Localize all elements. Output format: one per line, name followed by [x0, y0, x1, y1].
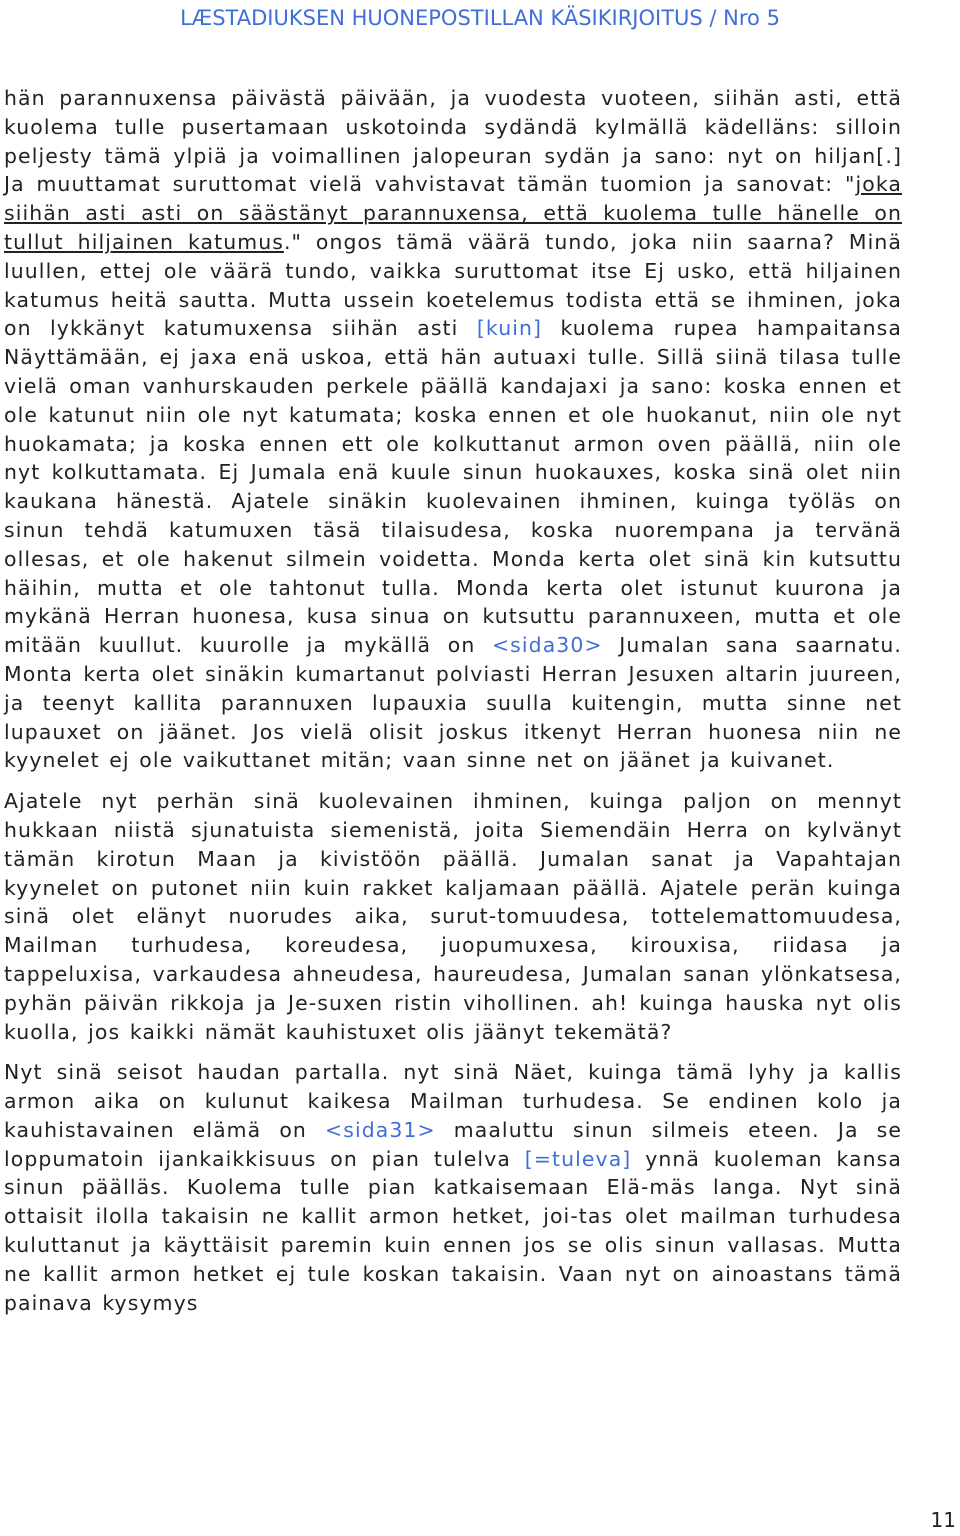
document-header: LÆSTADIUKSEN HUONEPOSTILLAN KÄSIKIRJOITUS / Nro 5: [180, 6, 780, 30]
paragraph-1-text-a: hän parannuxensa päivästä päivään, ja vuodesta vuoteen, siihän asti, että kuolema tulle pusertamaan uskotoinda sydändä kylmällä kädelläns: silloin peljesty tämä ylpiä ja voimallinen jalopeuran sydän ja sano: nyt on hiljan[.] Ja muuttamat suruttomat vielä vahvistavat tämän tuomion ja sanovat: ": [4, 86, 902, 197]
page-marker-sida31: <sida31>: [325, 1117, 436, 1142]
paragraph-2: Ajatele nyt perhän sinä kuolevainen ihminen, kuinga paljon on mennyt hukkaan niistä sjunatuista siemenistä, joita Siemendäin Herra on kylvänyt tämän kirotun Maan ja kivistöön päällä. Jumalan sanat ja Vapahtajan kyynelet on putonet niin kuin rakket kaljamaan päällä. Ajatele perän kuinga sinä olet elänyt nuorudes aika, surut-tomuudesa, tottelemattomuudesa, Mailman turhudesa, koreudesa, juopumuxesa, kirouxisa, riidasa ja tappeluxisa, varkaudesa ahneudesa, haureudesa, Jumalan sanan ylönkatsesa, pyhän päivän rikkoja ja Je-suxen ristin vihollinen. ah! kuinga hauska nyt olis kuolla, jos kaikki nämät kauhistuxet olis jäänyt tekemätä?: [4, 789, 902, 1044]
paragraph-1-text-b: ." ongos tämä väärä tundo, joka niin saarna? Minä luullen, ettej ole väärä tundo, vaikka suruttomat itse Ej usko, että hiljainen katumus heitä sautta. Mutta ussein koetelemus todista että se ihminen, joka on lykkänyt katumuxensa siihän asti: [4, 229, 902, 341]
paragraph-3: [4, 1058, 902, 1317]
document-body: [4, 84, 902, 1317]
editorial-insertion-kuin: [kuin]: [476, 316, 543, 341]
paragraph-1-text-d: Jumalan sana saarnatu. Monta kerta olet sinäkin kumartanut polviasti Herran Jesuxen altarin juureen, ja teenyt kallita parannuxen lupauxia suulla kuitengin, mutta sinne net lupauxet on jäänet. Jos vielä olisit joskus itkenyt Herran huonesa niin ne kyynelet ej ole vaikuttanet mitän; vaan sinne net on jäänet ja kuivanet.: [4, 633, 902, 773]
paragraph-1: [4, 84, 902, 775]
editorial-correction-tuleva: [=tuleva]: [524, 1146, 632, 1171]
underlined-quote: joka siihän asti asti on säästänyt parannuxensa, että kuolema tulle hänelle on tullut hiljainen katumus: [4, 172, 902, 254]
page-number: 11: [930, 1508, 956, 1532]
paragraph-3-text-b: maaluttu sinun silmeis eteen. Ja se loppumatoin ijankaikkisuus on pian tulelva: [4, 1117, 902, 1171]
page-marker-sida30: <sida30>: [492, 633, 603, 658]
paragraph-3-text-a: Nyt sinä seisot haudan partalla. nyt sinä Näet, kuinga tämä lyhy ja kallis armon aika on kulunut kaikesa Mailman turhudesa. Se endinen kolo ja kauhistavainen elämä on: [4, 1060, 902, 1142]
paragraph-1-text-c: kuolema rupea hampaitansa Näyttämään, ej jaxa enä uskoa, että hän autuaxi tulle. Sillä siinä tilasa tulle vielä oman vanhurskauden perkele päällä kandajaxi ja sano: koska ennen et ole katunut niin ole nyt katumata; koska ennen et ole huokanut, niin ole nyt huokamata; ja koska ennen ett ole kolkuttanut armon oven päällä, niin ole nyt kolkuttamata. Ej Jumala enä kuule sinun huokauxes, koska sinä olet niin kaukana hänestä. Ajatele sinäkin kuolevainen ihminen, kuinga työläs on sinun tehdä katumuxen täsä tilaisudesa, koska nuorempana ja tervänä ollesas, et ole hakenut silmein voidetta. Monda kerta olet sinä kin kutsuttu häihin, mutta et ole tahtonut tulla. Monda kerta olet istunut kuurona ja mykänä Herran huonesa, kusa sinua on kutsuttu parannuxeen, mutta et ole mitään kuullut. kuurolle ja mykällä on: [4, 316, 902, 658]
paragraph-3-text-c: ynnä kuoleman kansa sinun päälläs. Kuolema tulle pian katkaisemaan Elä-mäs langa. Nyt sinä ottaisit ilolla takaisin ne kallit armon hetket, joi-tas olet mailman turhudesa kuluttanut ja käyttäisit paremin kuin ennen jos se olis sinun vallasas. Mutta ne kallit armon hetket ej tule koskan takaisin. Vaan nyt on ainoastans tämä painava kysymys: [4, 1146, 902, 1315]
